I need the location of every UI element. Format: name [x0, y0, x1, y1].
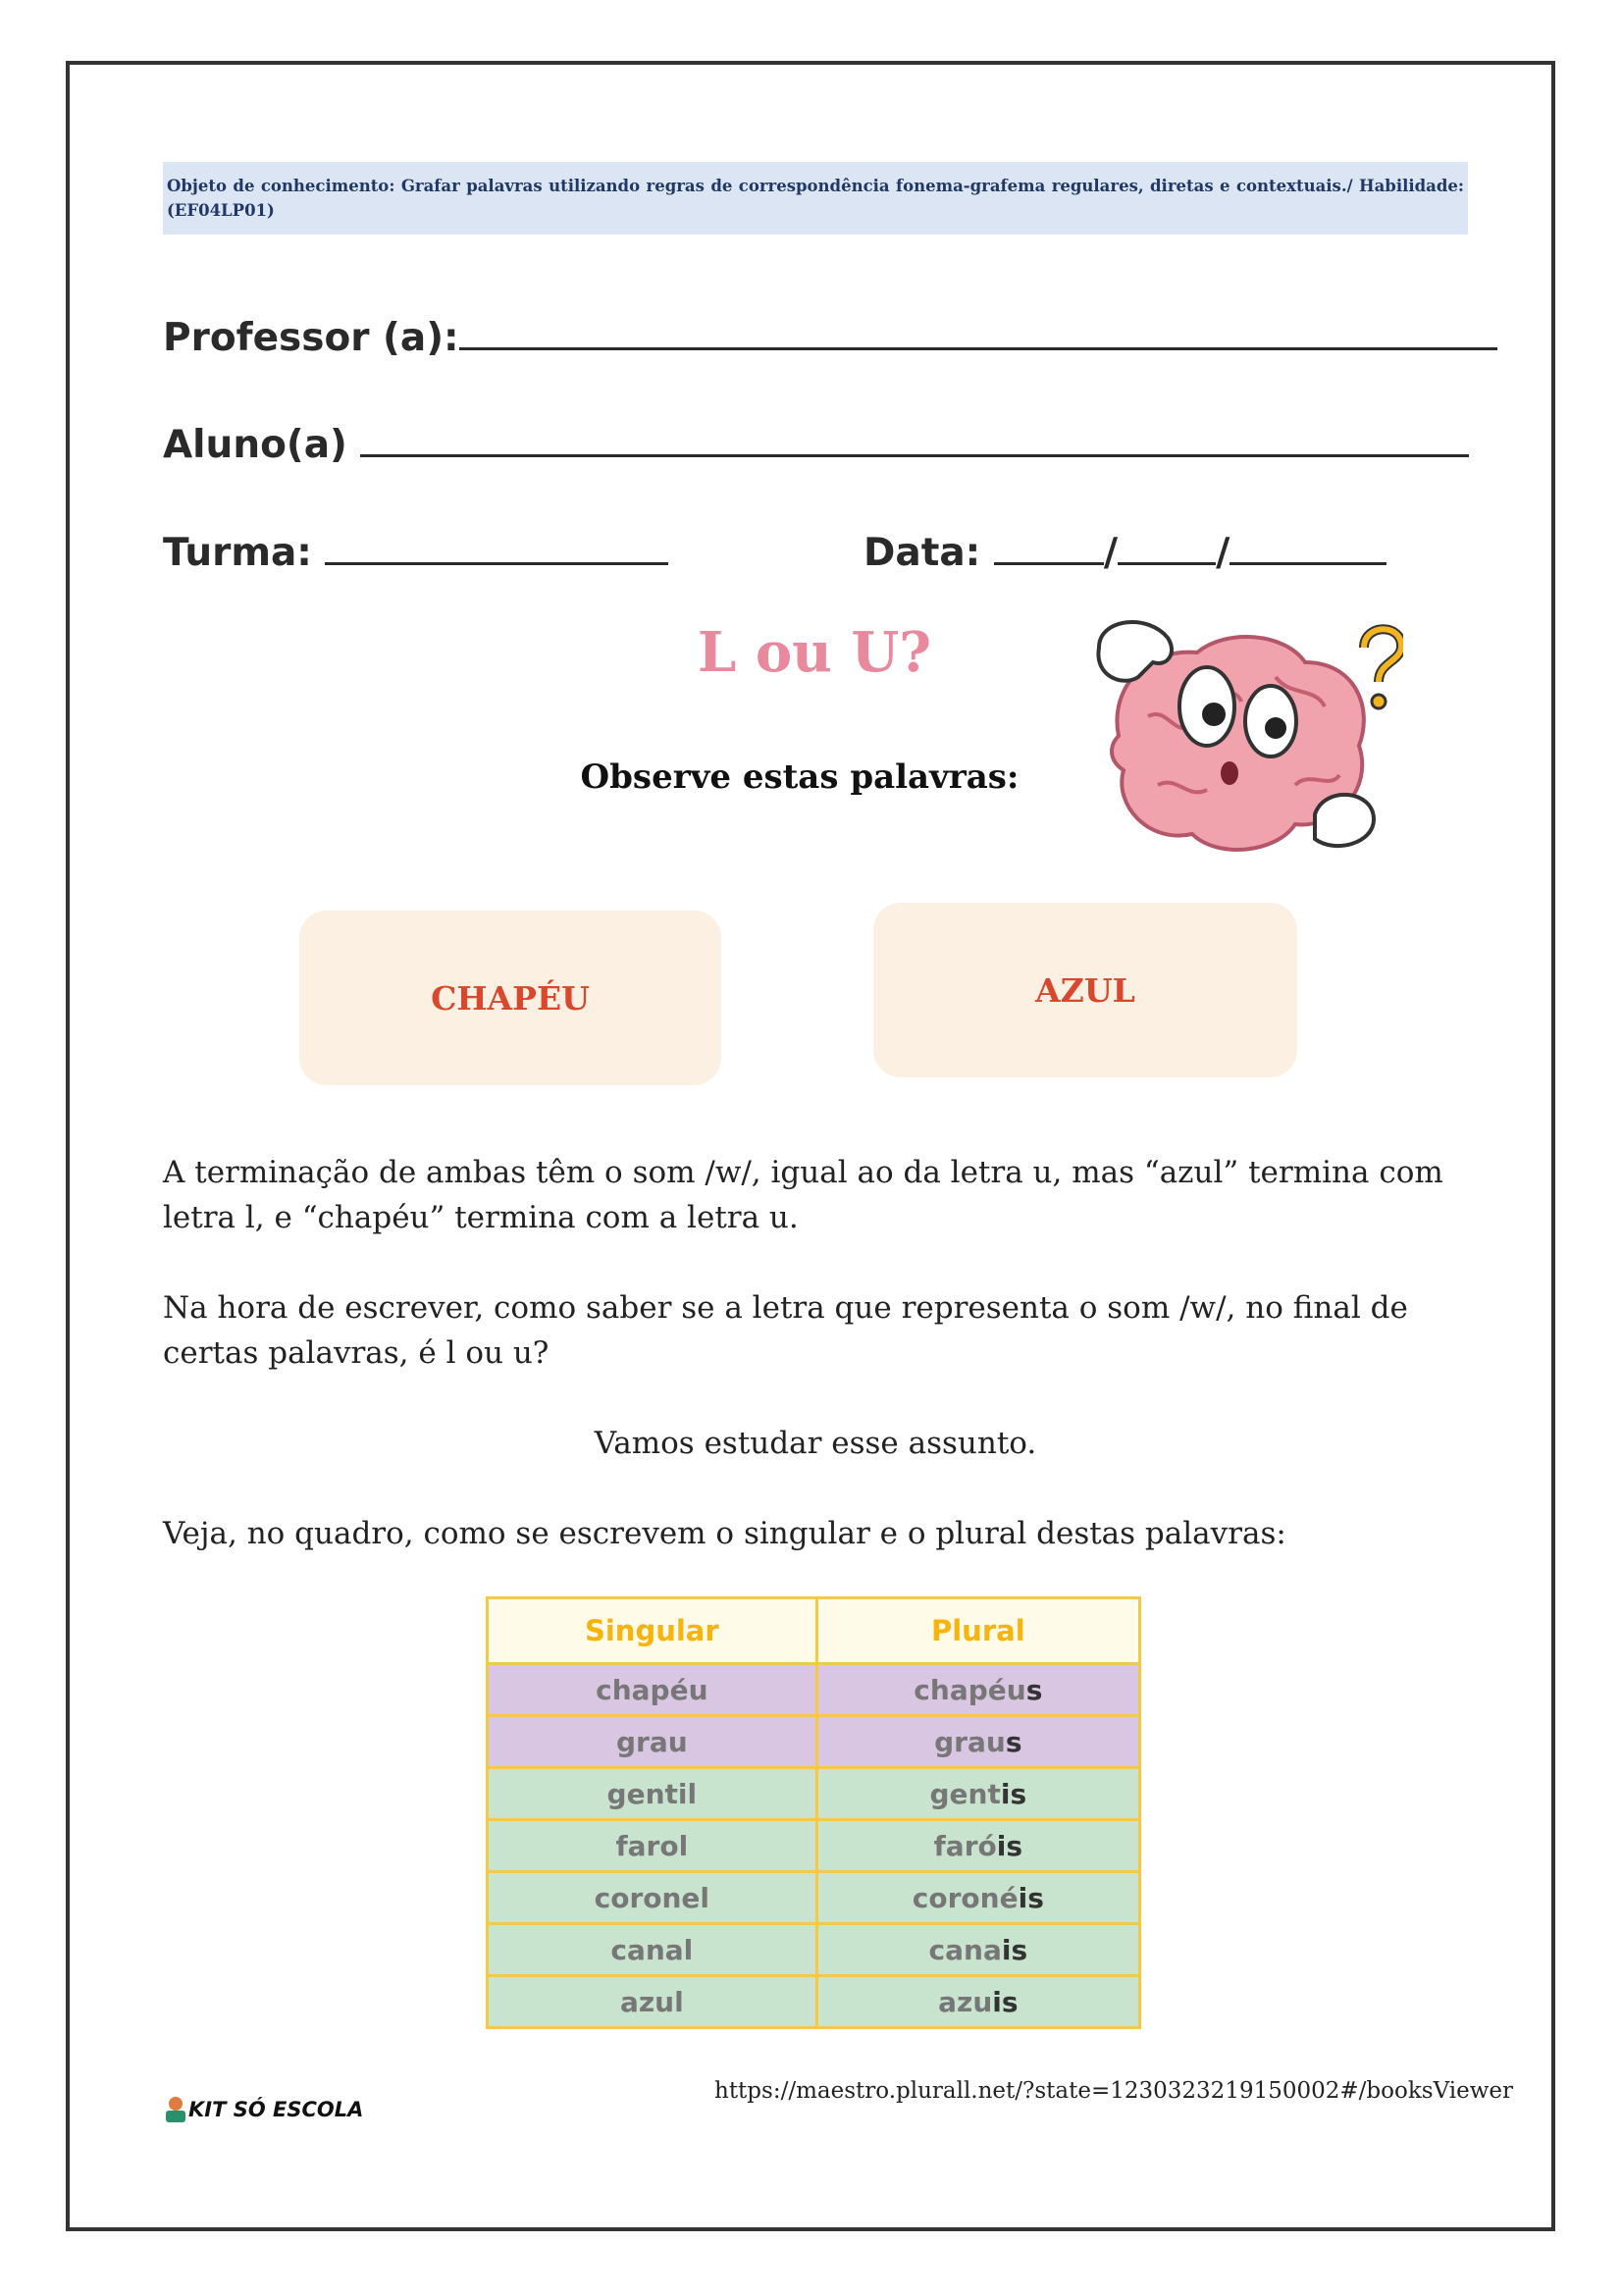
class-label: Turma: [163, 531, 312, 575]
date-year-line[interactable] [1230, 527, 1387, 565]
table-row [488, 1820, 1140, 1872]
plural-cell: azuis [816, 1976, 1139, 2028]
singular-cell: azul [488, 1976, 817, 2028]
date-slash: / [1103, 531, 1119, 575]
question-mark-icon [1364, 629, 1401, 708]
plural-cell: graus [816, 1716, 1139, 1768]
table-row [488, 1924, 1140, 1976]
date-field [863, 527, 1387, 575]
class-line[interactable] [325, 527, 668, 565]
singular-cell: chapéu [488, 1664, 817, 1716]
student-label: Aluno(a) [163, 423, 347, 467]
table-row [488, 1872, 1140, 1924]
professor-line[interactable] [459, 312, 1497, 350]
brain-icon [1098, 622, 1374, 850]
logo-text: KIT SÓ ESCOLA [188, 2098, 364, 2121]
singular-cell: coronel [488, 1872, 817, 1924]
student-field [163, 419, 1469, 467]
table-row [488, 1716, 1140, 1768]
professor-label: Professor (a): [163, 316, 459, 360]
plural-cell: chapéus [816, 1664, 1139, 1716]
table-row [488, 1976, 1140, 2028]
singular-cell: gentil [488, 1768, 817, 1820]
thinking-brain-illustration [1079, 608, 1403, 873]
singular-cell: canal [488, 1924, 817, 1976]
date-day-line[interactable] [994, 527, 1104, 565]
student-line[interactable] [360, 419, 1469, 457]
plural-cell: canais [816, 1924, 1139, 1976]
subtitle: Observe estas palavras: [580, 757, 1020, 797]
paragraph-table-intro: Veja, no quadro, como se escrevem o singular e o plural destas palavras: [163, 1516, 1286, 1551]
singular-cell: farol [488, 1820, 817, 1872]
word-card-azul: AZUL [873, 903, 1297, 1077]
source-url: https://maestro.plurall.net/?state=1230323219150002#/booksViewer [714, 2078, 1514, 2104]
table-row [488, 1768, 1140, 1820]
page-title: L ou U? [697, 620, 932, 685]
singular-plural-table [486, 1596, 1141, 2029]
professor-field [163, 312, 1497, 360]
class-field [163, 527, 668, 575]
date-label: Data: [863, 531, 981, 575]
kit-so-escola-logo [163, 2095, 363, 2124]
paragraph-study: Vamos estudar esse assunto. [594, 1426, 1037, 1461]
date-slash: / [1216, 531, 1230, 575]
column-header-singular: Singular [488, 1598, 817, 1664]
plural-cell: faróis [816, 1820, 1139, 1872]
paragraph-question: Na hora de escrever, como saber se a letra que representa o som /w/, no final de certas palavras, é l ou u? [163, 1290, 1408, 1371]
plural-cell: coronéis [816, 1872, 1139, 1924]
student-icon [163, 2095, 188, 2124]
date-month-line[interactable] [1118, 527, 1216, 565]
word-card-chapeu: CHAPÉU [299, 911, 721, 1085]
column-header-plural: Plural [816, 1598, 1139, 1664]
singular-cell: grau [488, 1716, 817, 1768]
table-header-row [488, 1598, 1140, 1664]
plural-cell: gentis [816, 1768, 1139, 1820]
table-row [488, 1664, 1140, 1716]
objective-banner: Objeto de conhecimento: Grafar palavras utilizando regras de correspondência fonema-grafema regulares, diretas e contextuais./ Habilidade: (EF04LP01) [163, 162, 1468, 235]
paragraph-ending-sound: A terminação de ambas têm o som /w/, igual ao da letra u, mas “azul” termina com letra l, e “chapéu” termina com a letra u. [163, 1155, 1443, 1235]
